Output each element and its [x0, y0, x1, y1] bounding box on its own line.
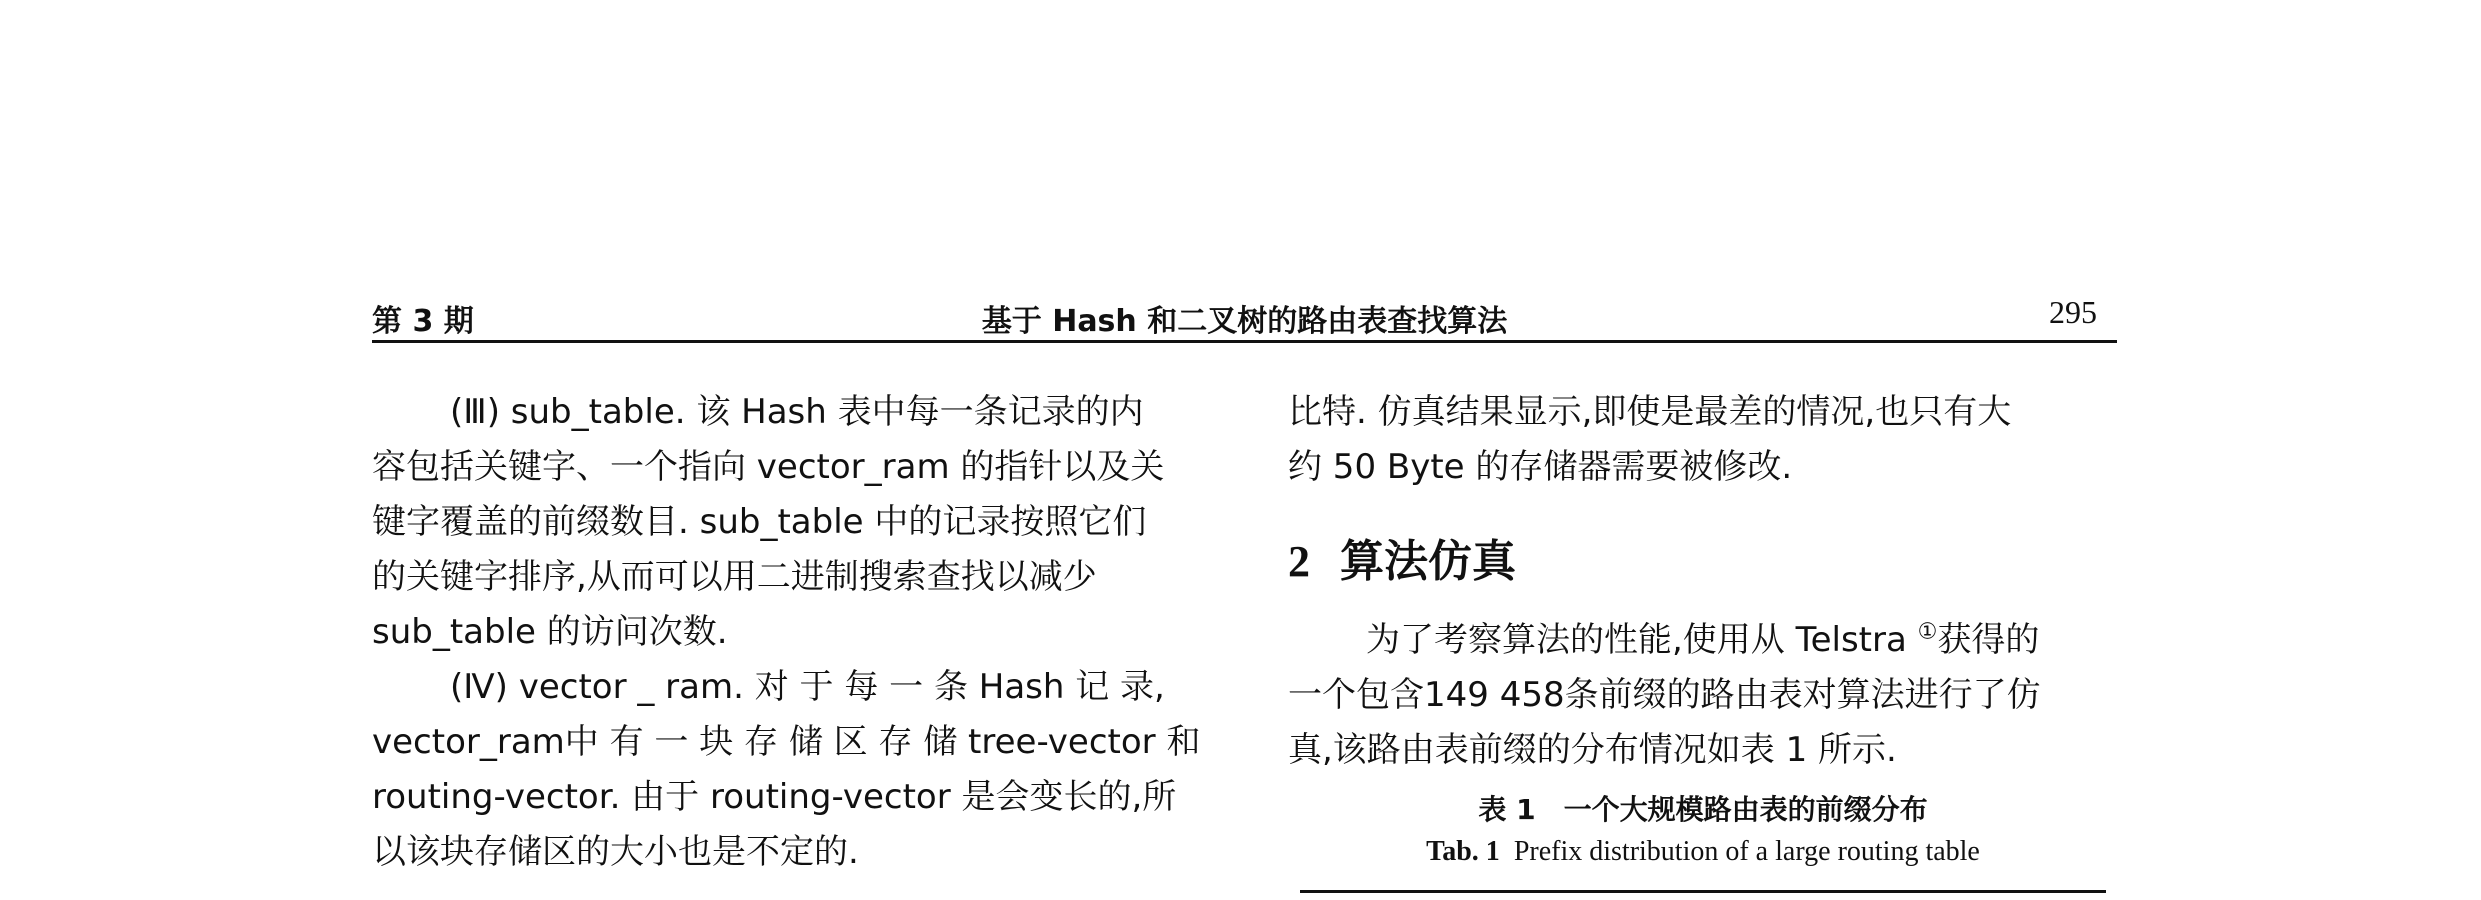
section-heading	[1288, 525, 1516, 589]
text-segment: 获得的	[1937, 620, 2040, 660]
table-caption-text: Prefix distribution of a large routing table	[1513, 836, 1980, 867]
text-line: (Ⅲ) sub_table. 该 Hash 表中每一条记录的内	[450, 392, 1144, 432]
text-line	[1288, 612, 2118, 667]
running-title: 基于 Hash 和二叉树的路由表查找算法	[981, 304, 1508, 339]
table-caption-chinese: 表 1 一个大规模路由表的前缀分布	[1478, 793, 1928, 826]
text-line: 比特. 仿真结果显示,即使是最差的情况,也只有大	[1288, 392, 2012, 432]
text-line: vector_ram中 有 一 块 存 储 区 存 储 tree-vector 和	[372, 722, 1201, 762]
text-line: 真,该路由表前缀的分布情况如表 1 所示.	[1288, 730, 1897, 770]
footnote-mark[interactable]: ①	[1917, 619, 1938, 645]
text-line: (Ⅳ) vector _ ram. 对 于 每 一 条 Hash 记 录,	[450, 667, 1165, 707]
text-line: 键字覆盖的前缀数目. sub_table 中的记录按照它们	[372, 502, 1147, 542]
paragraph-vector-ram	[372, 660, 1207, 880]
text-segment: 为了考察算法的性能,使用从 Telstra	[1366, 620, 1918, 660]
right-column	[1288, 385, 2118, 495]
text-line: 以该块存储区的大小也是不定的.	[372, 832, 859, 872]
text-line: 的关键字排序,从而可以用二进制搜索查找以减少	[372, 557, 1097, 597]
table-label: Tab. 1	[1426, 836, 1500, 867]
text-line: 一个包含149 458条前缀的路由表对算法进行了仿	[1288, 675, 2041, 715]
section-number: 2	[1288, 537, 1310, 586]
header-rule	[372, 340, 2117, 343]
issue-number: 第 3 期	[372, 304, 474, 339]
text-line: 容包括关键字、一个指向 vector_ram 的指针以及关	[372, 447, 1165, 487]
running-header	[372, 294, 2117, 339]
table-top-rule	[1300, 890, 2106, 893]
text-line: 约 50 Byte 的存储器需要被修改.	[1288, 447, 1793, 487]
paragraph-algorithm-simulation	[1288, 612, 2118, 777]
paragraph-sub-table	[372, 385, 1207, 660]
section-title: 算法仿真	[1340, 536, 1516, 587]
table-caption-english	[1288, 836, 2118, 868]
text-line: sub_table 的访问次数.	[372, 612, 728, 652]
page-number: 295	[2049, 294, 2097, 330]
paragraph-simulation-result	[1288, 385, 2118, 495]
text-line: routing-vector. 由于 routing-vector 是会变长的,所	[372, 777, 1177, 817]
left-column	[372, 385, 1207, 880]
